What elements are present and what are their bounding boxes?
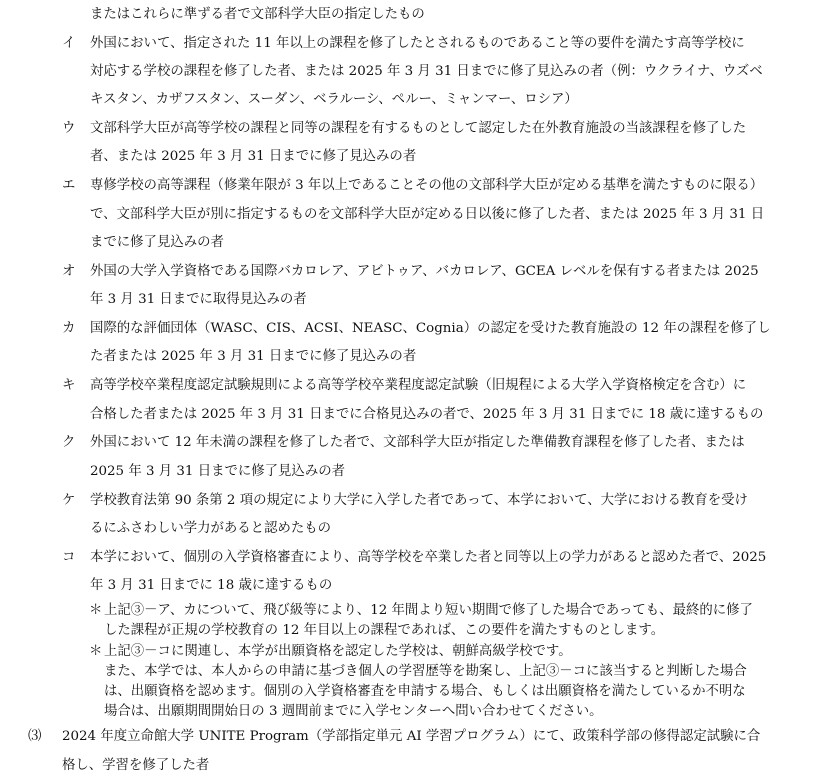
text-line: 者、または 2025 年 3 月 31 日までに修了見込みの者 — [90, 149, 417, 164]
item-marker: コ — [62, 550, 76, 565]
note-line: 上記③－ア、カについて、飛び級等により、12 年間より短い期間で修了した場合であっても、最終的に修了 — [104, 603, 753, 618]
item-marker: ウ — [62, 121, 76, 136]
note-line: また、本学では、本人からの申請に基づき個人の学習歴等を勘案し、上記③－コに該当すると判断した場合 — [104, 664, 747, 679]
text-line: 外国の大学入学資格である国際バカロレア、アビトゥア、バカロレア、GCEA レベルを保有する者または 2025 — [90, 264, 759, 279]
text-line: 外国において、指定された 11 年以上の課程を修了したとされるものであること等の要件を満たす高等学校に — [90, 36, 745, 51]
note-line: は、出願資格を認めます。個別の入学資格審査を申請する場合、もしくは出願資格を満たしているか不明な — [104, 684, 746, 699]
text-line: 専修学校の高等課程（修業年限が 3 年以上であることその他の文部科学大臣が定める基準を満たすものに限る） — [90, 178, 764, 193]
text-line: キスタン、カザフスタン、スーダン、ベラルーシ、ペルー、ミャンマー、ロシア） — [90, 92, 578, 107]
note-marker: ＊ — [89, 644, 103, 659]
text-line: 年 3 月 31 日までに 18 歳に達するもの — [90, 578, 333, 593]
note-line: 上記③－コに関連し、本学が出願資格を認定した学校は、朝鮮高級学校です。 — [104, 644, 572, 659]
item-marker: カ — [62, 321, 76, 336]
text-line: で、文部科学大臣が別に指定するものを文部科学大臣が定める日以後に修了した者、または 2025 年 3 月 31 日 — [90, 207, 765, 222]
text-line: 高等学校卒業程度認定試験規則による高等学校卒業程度認定試験（旧規程による大学入学資格検定を含む）に — [90, 378, 747, 393]
section-marker: ⑶ — [28, 729, 42, 744]
text-line: 文部科学大臣が高等学校の課程と同等の課程を有するものとして認定した在外教育施設の当該課程を修了した — [90, 121, 747, 136]
text-line: 対応する学校の課程を修了した者、または 2025 年 3 月 31 日までに修了見込みの者（例：ウクライナ、ウズベ — [90, 64, 763, 79]
item-marker: ケ — [62, 493, 76, 508]
text-line: 格し、学習を修了した者 — [62, 758, 210, 773]
note-marker: ＊ — [89, 603, 103, 618]
text-line: 2025 年 3 月 31 日までに修了見込みの者 — [90, 464, 345, 479]
text-line: るにふさわしい学力があると認めたもの — [90, 521, 332, 536]
text-line: 外国において 12 年未満の課程を修了した者で、文部科学大臣が指定した準備教育課程を修了した者、または — [90, 435, 745, 450]
item-marker: エ — [62, 178, 76, 193]
text-line: た者または 2025 年 3 月 31 日までに修了見込みの者 — [90, 349, 417, 364]
text-line: 年 3 月 31 日までに取得見込みの者 — [90, 292, 307, 307]
text-line: 本学において、個別の入学資格審査により、高等学校を卒業した者と同等以上の学力があると認めた者で、2025 — [90, 550, 767, 565]
item-marker: キ — [62, 378, 76, 393]
item-marker: イ — [62, 36, 76, 51]
text-line: 学校教育法第 90 条第 2 項の規定により大学に入学した者であって、本学において、大学における教育を受け — [90, 493, 748, 508]
text-line: 合格した者または 2025 年 3 月 31 日までに合格見込みの者で、2025 年 3 月 31 日までに 18 歳に達するもの — [90, 407, 764, 422]
text-line: 2024 年度立命館大学 UNITE Program（学部指定単元 AI 学習プログラム）にて、政策科学部の修得認定試験に合 — [62, 729, 761, 744]
text-line: までに修了見込みの者 — [90, 235, 224, 250]
text-line: 国際的な評価団体（WASC、CIS、ACSI、NEASC、Cognia）の認定を受けた教育施設の 12 年の課程を修了し — [90, 321, 771, 336]
note-line: 場合は、出願期間開始日の 3 週間前までに入学センターへ問い合わせてください。 — [104, 704, 603, 719]
item-marker: オ — [62, 264, 76, 279]
item-marker: ク — [62, 435, 76, 450]
note-line: した課程が正規の学校教育の 12 年目以上の課程であれば、この要件を満たすものとします。 — [104, 623, 665, 638]
text-line: またはこれらに準ずる者で文部科学大臣の指定したもの — [90, 7, 425, 22]
